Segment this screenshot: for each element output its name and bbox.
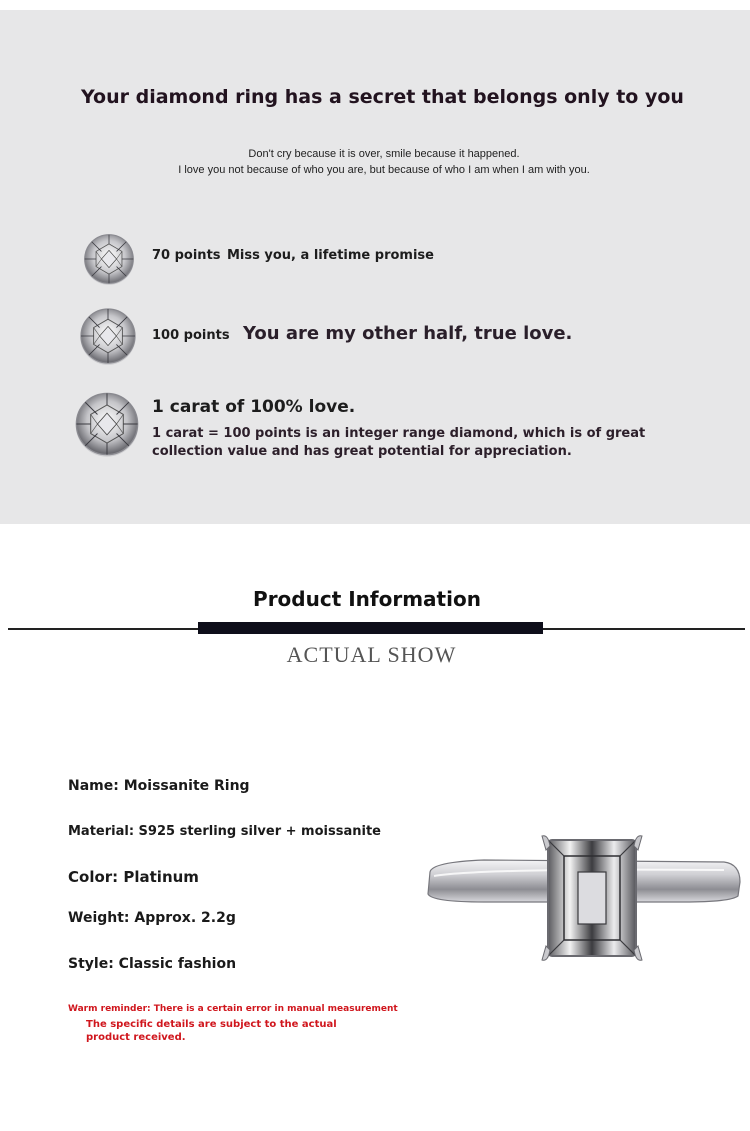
moissanite-ring-image	[424, 832, 742, 964]
size-100-points-label: 100 points	[152, 328, 230, 343]
size-70-points-label: 70 points	[152, 248, 221, 263]
spec-style: Style: Classic fashion	[68, 956, 237, 972]
diamond-1-carat-image	[73, 390, 141, 458]
size-100-points-message: You are my other half, true love.	[243, 323, 573, 344]
warning-reminder: Warm reminder: There is a certain error in manual measurement	[68, 1004, 398, 1014]
product-section-title: Product Information	[253, 587, 481, 611]
quote-line-1: Don't cry because it is over, smile because it happened.	[248, 148, 520, 160]
product-section-subtitle: ACTUAL SHOW	[286, 642, 457, 667]
diamond-100-points-image	[78, 306, 138, 366]
quote-line-2: I love you not because of who you are, but because of who I am when I am with you.	[178, 164, 590, 176]
spec-color: Color: Platinum	[68, 868, 199, 886]
intro-headline: Your diamond ring has a secret that belongs only to you	[81, 86, 684, 108]
diamond-70-points-image	[82, 232, 136, 286]
spec-name: Name: Moissanite Ring	[68, 778, 250, 794]
size-70-points-message: Miss you, a lifetime promise	[227, 248, 434, 263]
spec-weight: Weight: Approx. 2.2g	[68, 910, 236, 926]
size-1-carat-description: 1 carat = 100 points is an integer range diamond, which is of great collection value and has great potential for appreciation.	[152, 426, 646, 459]
size-1-carat-title: 1 carat of 100% love.	[152, 397, 356, 417]
spec-material: Material: S925 sterling silver + moissanite	[68, 824, 381, 839]
warning-details: The specific details are subject to the actual product received.	[86, 1019, 337, 1043]
section-divider-bar	[198, 622, 543, 634]
